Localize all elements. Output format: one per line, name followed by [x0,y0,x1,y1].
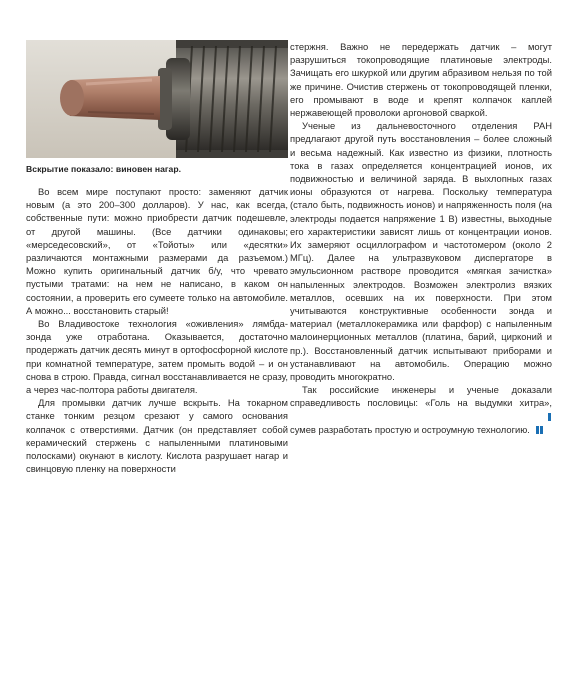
sensor-photo [26,40,288,158]
left-column [26,40,288,475]
paragraph-final [290,383,552,436]
paragraph-final-text: Так российские инженеры и ученые доказали справедливость пословицы: «Голь на выдумки хитра», сумев разработать простую и остроумную технологию. [290,384,552,435]
photo-caption: Вскрытие показало: виновен нагар. [26,164,182,174]
end-of-article-icon [536,411,550,419]
right-column [290,40,552,436]
paragraph: Для промывки датчик лучше вскрыть. На токарном станке тонким резцом срезают у самого основания колпачок с отверстиями. Датчик (он представляет собой керамический стержень с напыленными платиновыми полосками) окунают в кислоту. Кислота разрушает нагар и свинцовую пленку на поверхности [26,397,288,475]
paragraph: Ученые из дальневосточного отделения РАН предлагают другой путь восстановления – более сложный и весьма надежный. Как известно из физики, плотность тока в газах определяется концентрацией ионов, их подвижностью и величиной заряда. В выхлопных газах ионы образуются от нагрева. Поскольку температура (стало быть, подвижность ионов) и напряженность поля (на электроды подается напряжение 1 В) известны, выходные его характеристики зависят лишь от концентрации ионов. Их замеряют осциллографом и частотомером (около 2 МГц). Далее на ультразвуковом диспергаторе в эмульсионном растворе проводится «мягкая зачистка» напыленных электродов. Возможен электролиз вязких металлов, осевших на их поверхности. При этом учитываются конструктивные особенности зонда и материал (металлокерамика или фарфор) с напыленным малоинерционных металлов (платина, барий, цирконий и пр.). Восстановленный датчик испытывают приборами и устанавливают на автомобиль. Операцию можно проводить многократно. [290,120,552,383]
left-column-text [26,185,288,475]
paragraph-continuation: стержня. Важно не передержать датчик – могут разрушиться токопроводящие платиновые электроды. Зачищать его шкуркой или другим абразивом нельзя по той же причине. Очистив стержень от токопроводящей пленки, его промывают в воде и крепят колпачок каплей нержавеющей проволоки аргоновой сваркой. [290,41,552,119]
paragraph: Во всем мире поступают просто: заменяют датчик новым (а это 200–300 долларов). У нас, как всегда, собственные пути: можно приобрести датчик подешевле, от другой машины. (Все датчики одинаковы; «мерседесовский», от «Тойоты» или «десятки» различаются монтажными размерами да разъемом.) Можно купить оригинальный датчик б/у, что чревато пустыми тратами: на нем не написано, в каком он состоянии, а проверить его сумеете только на автомобиле. А можно... восстановить старый! [26,186,288,316]
right-column-text [290,40,552,436]
paragraph: Во Владивостоке технология «оживления» лямбда-зонда уже отработана. Оказывается, достаточно продержать датчик десять минут в ортофосфорной кислоте при комнатной температуре, затем промыть водой – и он снова в строю. Правда, сигнал восстанавливается не сразу, а через час-полтора работы двигателя. [26,318,288,396]
